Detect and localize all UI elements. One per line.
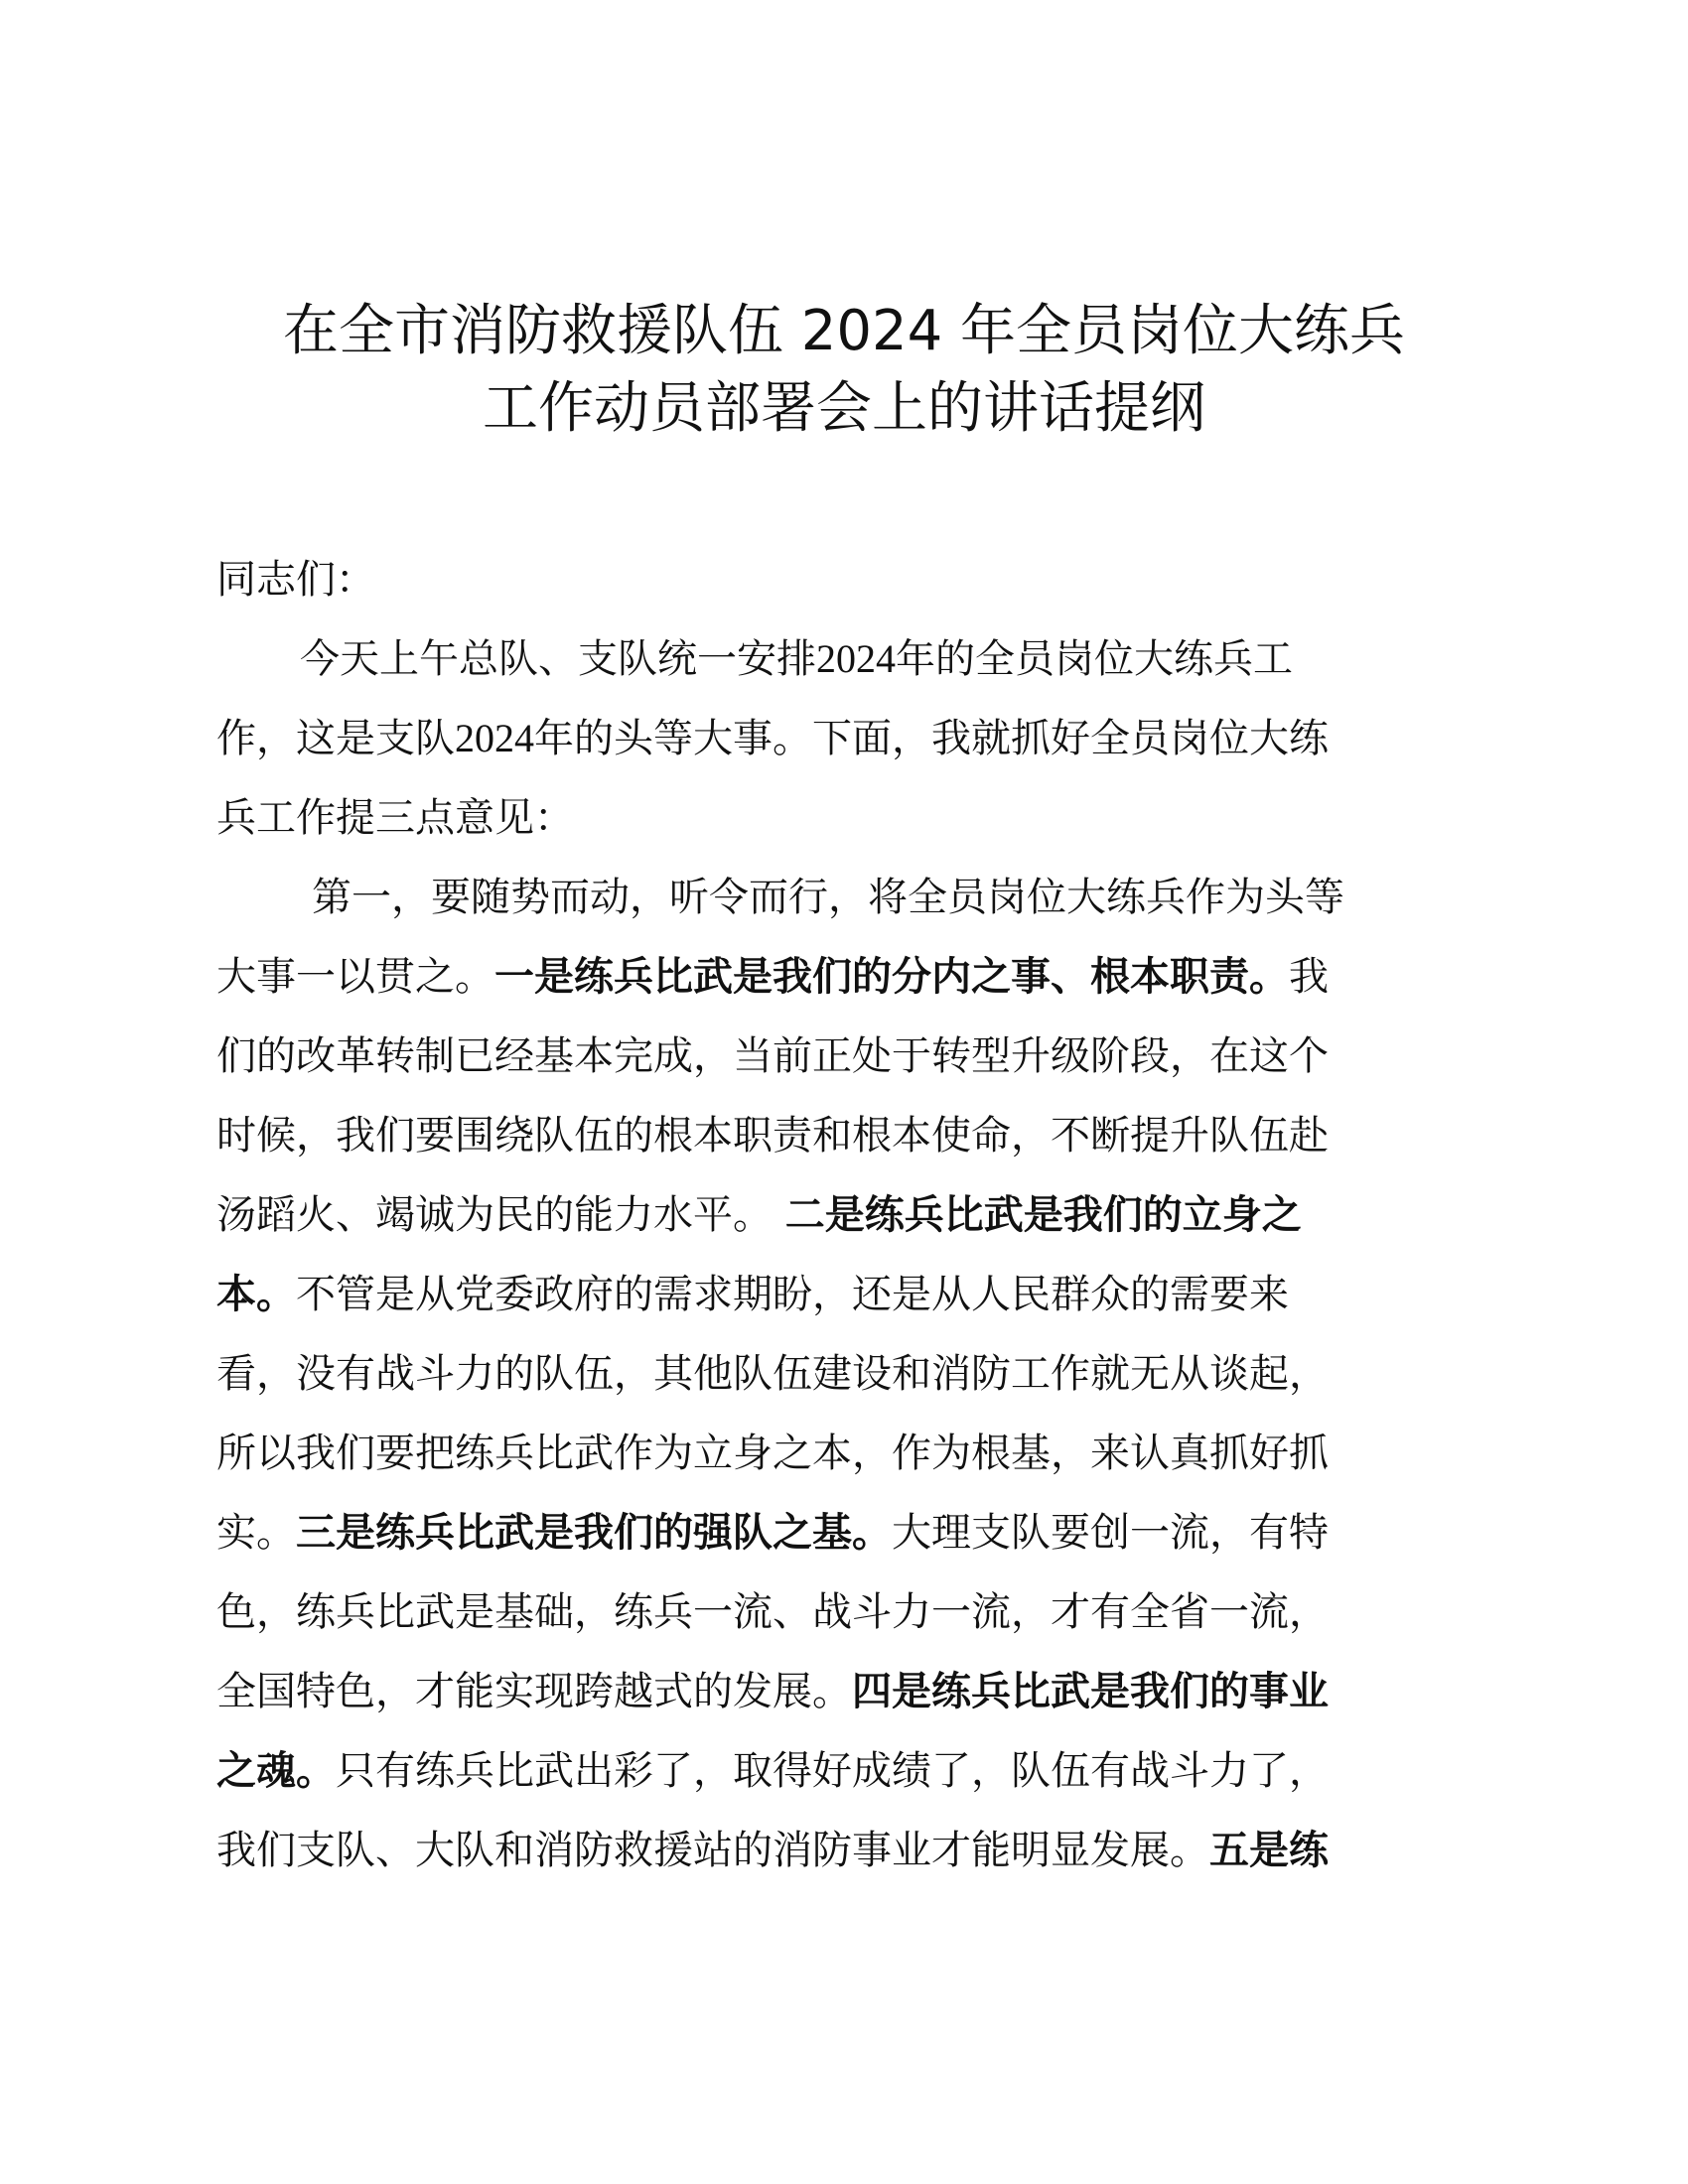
intro-text: 今天上午总队、支队统一安排 <box>300 636 816 682</box>
bold-subpoint-4-end: 之魂。 <box>216 1748 336 1794</box>
body-text: 全国特色，才能实现跨越式的发展。 <box>216 1669 852 1714</box>
intro-text: 年的全员岗位大练兵工 <box>896 636 1293 682</box>
title-line-1: 在全市消防救援队伍 2024 年全员岗位大练兵 <box>282 299 1406 363</box>
year-number: 2024 <box>816 636 896 681</box>
point-one-line-4: 时候，我们要围绕队伍的根本职责和根本使命，不断提升队伍赴 <box>216 1113 1329 1159</box>
document-body <box>216 619 1487 1890</box>
body-text: 大事一以贯之。 <box>216 954 494 1000</box>
point-one-line-9 <box>216 1493 1487 1572</box>
point-one-line-10: 色，练兵比武是基础，练兵一流、战斗力一流，才有全省一流， <box>216 1589 1329 1635</box>
point-one-line-5 <box>216 1175 1487 1255</box>
intro-line-2 <box>216 699 1487 778</box>
body-text: 我们支队、大队和消防救援站的消防事业才能明显发展。 <box>216 1828 1209 1873</box>
bold-subpoint-3: 三是练兵比武是我们的强队之基。 <box>296 1510 892 1556</box>
point-one-line-7: 看，没有战斗力的队伍，其他队伍建设和消防工作就无从谈起， <box>216 1351 1329 1397</box>
body-text: 不管是从党委政府的需求期盼，还是从人民群众的需要来 <box>296 1272 1289 1317</box>
point-one-paragraph <box>216 858 1487 1890</box>
salutation: 同志们： <box>216 557 375 603</box>
body-text: 汤蹈火、竭诚为民的能力水平。 <box>216 1192 773 1238</box>
point-one-line-13 <box>216 1811 1487 1890</box>
title-line-2: 工作动员部署会上的讲话提纲 <box>483 376 1205 441</box>
point-one-line-11 <box>216 1652 1487 1731</box>
point-one-line-8: 所以我们要把练兵比武作为立身之本，作为根基，来认真抓好抓 <box>216 1431 1329 1476</box>
bold-subpoint-2: 二是练兵比武是我们的立身之 <box>784 1192 1302 1238</box>
body-text: 只有练兵比武出彩了，取得好成绩了，队伍有战斗力了， <box>336 1748 1329 1794</box>
point-one-line-12 <box>216 1731 1487 1811</box>
body-text: 实。 <box>216 1510 296 1556</box>
intro-text: 作，这是支队 <box>216 716 455 761</box>
body-text: 大理支队要创一流，有特 <box>892 1510 1329 1556</box>
intro-text: 年的头等大事。下面，我就抓好全员岗位大练 <box>534 716 1329 761</box>
bold-subpoint-2-end: 本。 <box>216 1272 296 1317</box>
point-one-line-6 <box>216 1255 1487 1334</box>
point-one-line-3: 们的改革转制已经基本完成，当前正处于转型升级阶段，在这个 <box>216 1033 1329 1079</box>
body-text: 我 <box>1289 954 1329 1000</box>
document-title <box>149 293 1539 448</box>
intro-paragraph <box>216 619 1487 858</box>
point-one-line-1: 第一，要随势而动，听令而行，将全员岗位大练兵作为头等 <box>312 875 1344 920</box>
bold-subpoint-4: 四是练兵比武是我们的事业 <box>852 1669 1329 1714</box>
intro-line-1 <box>216 619 1487 699</box>
bold-subpoint-1: 一是练兵比武是我们的分内之事、根本职责。 <box>494 954 1289 1000</box>
point-one-line-2 <box>216 937 1487 1017</box>
bold-subpoint-5: 五是练 <box>1209 1828 1329 1873</box>
intro-line-3: 兵工作提三点意见： <box>216 795 574 841</box>
year-number: 2024 <box>455 716 534 760</box>
